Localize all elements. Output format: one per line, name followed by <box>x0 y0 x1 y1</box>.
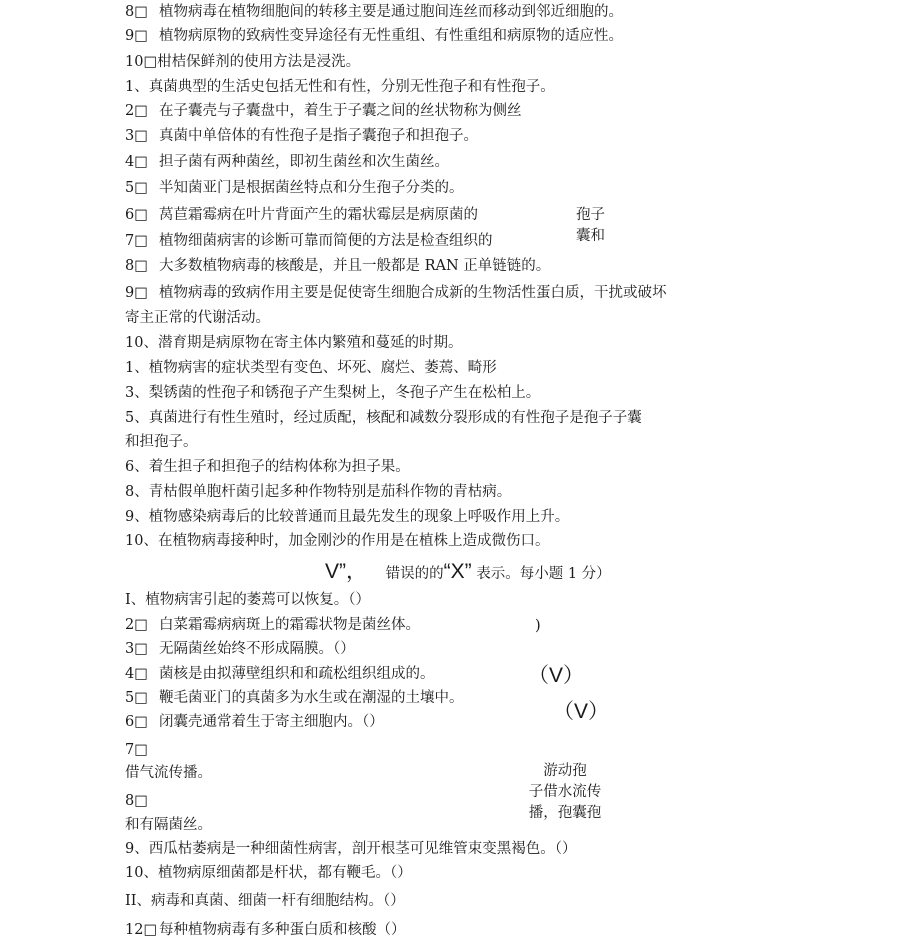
tf-item: 和有隔菌丝。 <box>125 817 212 833</box>
text-line: 5□ 半知菌亚门是根据菌丝特点和分生孢子分类的。 <box>125 180 464 196</box>
text-line: 8□ 大多数植物病毒的核酸是，并且一般都是 RAN 正单链链的。 <box>125 258 551 274</box>
text-line: 1、真菌典型的生活史包括无性和有性，分别无性孢子和有性孢子。 <box>125 79 555 95</box>
tf-item: 2□ 白菜霜霉病病斑上的霜霉状物是菌丝体。 <box>125 617 420 633</box>
margin-note: 游动孢 子借水流传 播，孢囊孢 <box>528 763 602 821</box>
tf-item: II、病毒和真菌、细菌一杆有细胞结构。（） <box>125 893 405 909</box>
tf-item: 4□ 菌核是由拟薄壁组织和和疏松组织组成的。 <box>125 666 435 682</box>
text-line: 10、在植物病毒接种时，加金刚沙的作用是在植株上造成微伤口。 <box>125 533 550 549</box>
text-line: 5、真菌进行有性生殖时，经过质配，核配和减数分裂形成的有性孢子是孢子子囊 <box>125 410 642 426</box>
text-line: 和担孢子。 <box>125 434 198 450</box>
text-line: 8□ 植物病毒在植物细胞间的转移主要是通过胞间连丝而移动到邻近细胞的。 <box>125 4 623 20</box>
tf-item: 3□ 无隔菌丝始终不形成隔膜。（） <box>125 641 355 657</box>
text-line: 3、梨锈菌的性孢子和锈孢子产生梨树上，冬孢子产生在松柏上。 <box>125 385 541 401</box>
text-line: 9□ 植物病原物的致病性变异途径有无性重组、有性重组和病原物的适应性。 <box>125 28 623 44</box>
text-line: 7□ 植物细菌病害的诊断可靠而简便的方法是检查组织的 <box>125 233 493 249</box>
tf-item: 8□ <box>125 793 148 809</box>
text-line: 寄主正常的代谢活动。 <box>125 310 270 326</box>
text-line: 10□柑桔保鲜剂的使用方法是浸洗。 <box>125 54 361 70</box>
answer-mark: （V） <box>528 664 585 687</box>
tf-item: 10、植物病原细菌都是杆状，都有鞭毛。（） <box>125 865 412 881</box>
text-line: 10、潜育期是病原物在寄主体内繁殖和蔓延的时期。 <box>125 335 463 351</box>
tf-item: I、植物病害引起的萎蔫可以恢复。（） <box>125 592 370 608</box>
tf-item: 借气流传播。 <box>125 765 212 781</box>
text-line: 3□ 真菌中单倍体的有性孢子是指子囊孢子和担孢子。 <box>125 128 478 144</box>
tf-item: 7□ <box>125 742 148 758</box>
tf-item: 5□ 鞭毛菌亚门的真菌多为水生或在潮湿的土壤中。 <box>125 690 464 706</box>
text-line: 2□ 在子囊壳与子囊盘中，着生于子囊之间的丝状物称为侧丝 <box>125 103 522 119</box>
answer-paren: ) <box>535 618 541 634</box>
tf-item: 6□ 闭囊壳通常着生于寄主细胞内。（） <box>125 714 384 730</box>
text-line: 4□ 担子菌有两种菌丝，即初生菌丝和次生菌丝。 <box>125 154 449 170</box>
text-line: 6□ 莴苣霜霉病在叶片背面产生的霜状霉层是病原菌的 <box>125 207 478 223</box>
tf-item: 9、西瓜枯萎病是一种细菌性病害，剖开根茎可见维管束变黑褐色。（） <box>125 841 577 857</box>
text-line: 8、青枯假单胞杆菌引起多种作物特别是茄科作物的青枯病。 <box>125 484 512 500</box>
text-line: 9□ 植物病毒的致病作用主要是促使寄生细胞合成新的生物活性蛋白质，干扰或破坏 <box>125 285 667 301</box>
tf-item: 12□ 每种植物病毒有多种蛋白质和核酸（） <box>125 922 406 938</box>
text-line: 1、植物病害的症状类型有变色、坏死、腐烂、萎蔫、畸形 <box>125 360 497 376</box>
text-line: 9、植物感染病毒后的比较普通而且最先发生的现象上呼吸作用上升。 <box>125 509 570 525</box>
margin-note: 孢子 囊和 <box>576 207 605 244</box>
section-instruction: V”， 错误的的“X” 表示。每小题 1 分） <box>325 560 611 583</box>
answer-mark: （V） <box>553 700 610 723</box>
text-line: 6、着生担子和担孢子的结构体称为担子果。 <box>125 459 410 475</box>
